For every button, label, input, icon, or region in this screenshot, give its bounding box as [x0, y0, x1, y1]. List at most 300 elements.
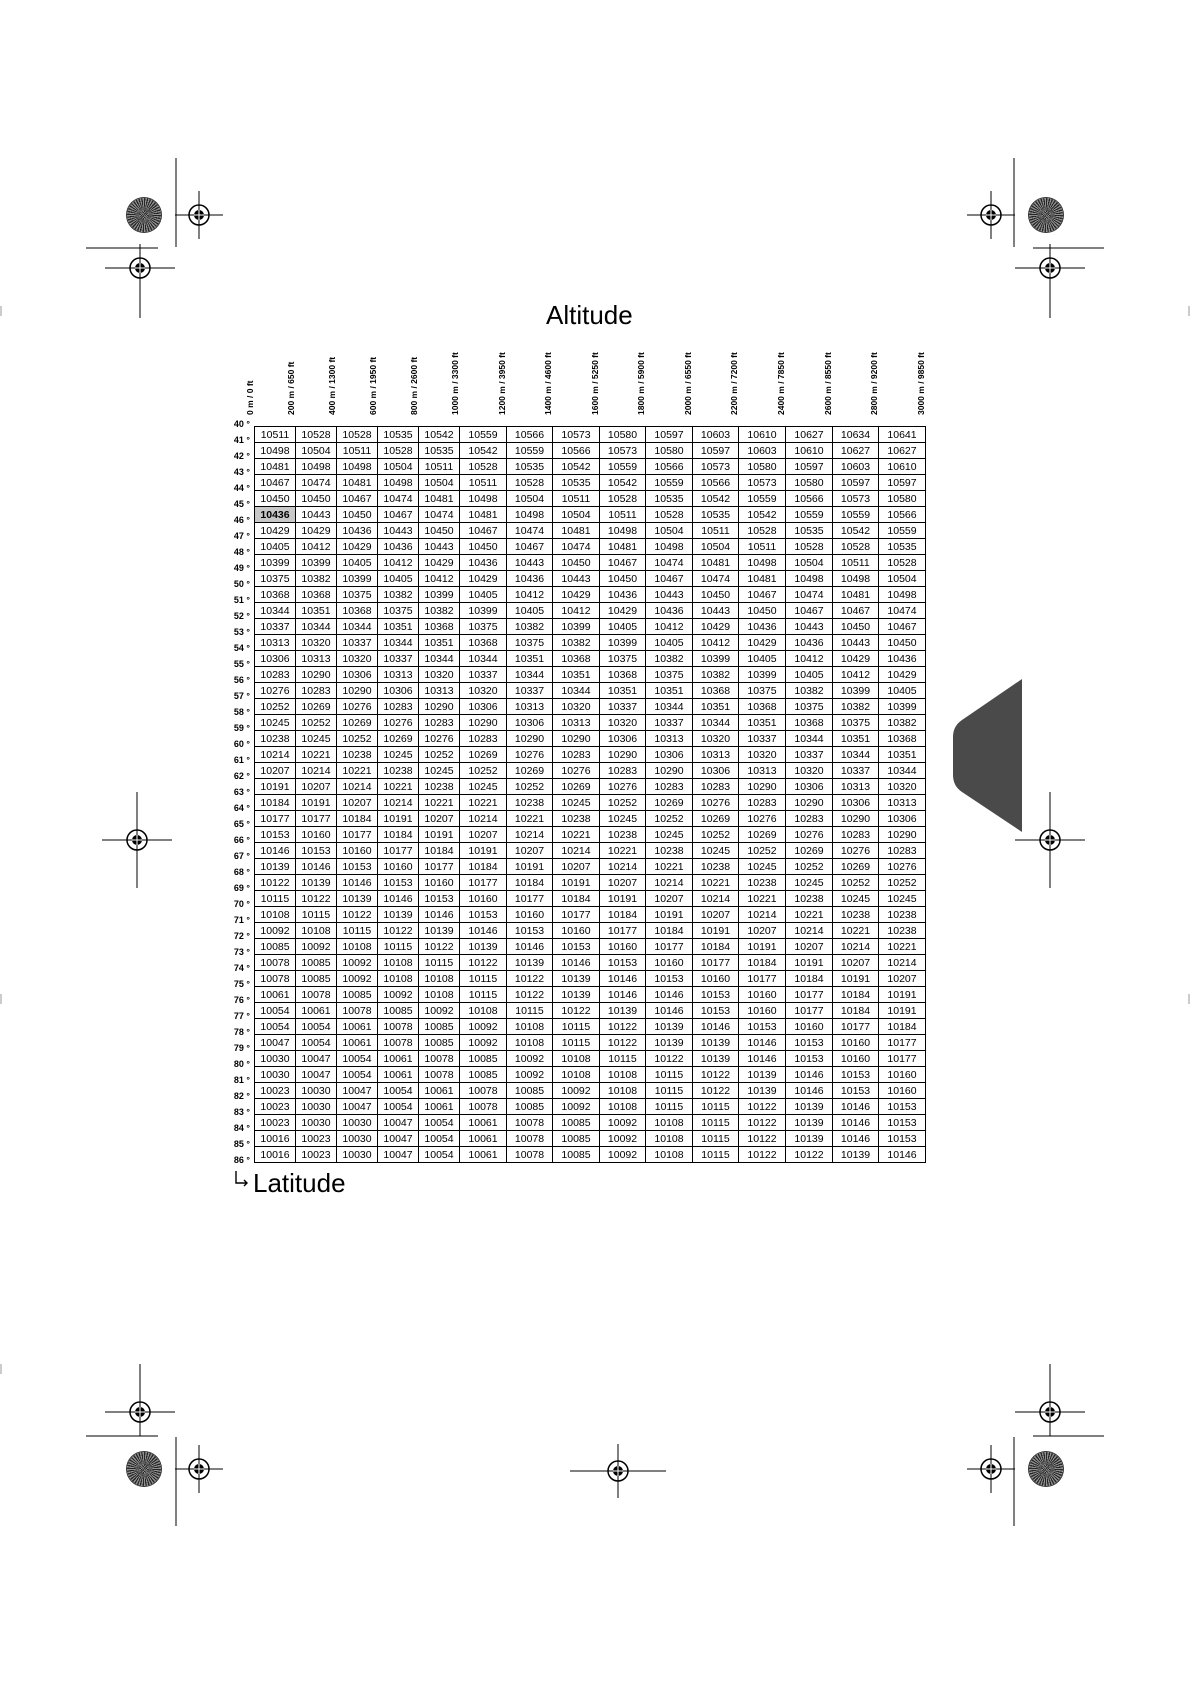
table-cell: 10207: [460, 827, 507, 843]
table-cell: 10504: [507, 491, 553, 507]
table-cell: 10252: [693, 827, 739, 843]
table-cell: 10320: [739, 747, 786, 763]
table-cell: 10290: [337, 683, 378, 699]
table-cell: 10528: [460, 459, 507, 475]
table-cell: 10108: [600, 1067, 646, 1083]
table-cell: 10122: [337, 907, 378, 923]
table-cell: 10078: [507, 1131, 553, 1147]
table-cell: 10269: [553, 779, 600, 795]
table-cell: 10382: [296, 571, 337, 587]
star-target-icon: [1029, 1452, 1063, 1486]
table-cell: 10450: [553, 555, 600, 571]
table-cell: 10061: [255, 987, 296, 1003]
table-cell: 10337: [507, 683, 553, 699]
latitude-label: 71 °: [233, 915, 250, 925]
table-cell: 10351: [378, 619, 419, 635]
table-cell: 10160: [507, 907, 553, 923]
latitude-label: 84 °: [233, 1123, 250, 1133]
table-cell: 10115: [419, 955, 460, 971]
table-cell: 10139: [337, 891, 378, 907]
table-cell: 10061: [419, 1099, 460, 1115]
table-cell: 10139: [419, 923, 460, 939]
table-cell: 10412: [378, 555, 419, 571]
table-cell: 10085: [296, 971, 337, 987]
table-row: [255, 811, 926, 827]
table-cell: 10566: [507, 427, 553, 443]
table-row: [255, 875, 926, 891]
table-cell: 10139: [553, 987, 600, 1003]
table-cell: 10115: [646, 1083, 693, 1099]
table-cell: 10245: [255, 715, 296, 731]
table-cell: 10429: [419, 555, 460, 571]
registration-mark-icon: [1015, 1364, 1085, 1436]
table-cell: 10207: [419, 811, 460, 827]
table-cell: 10191: [378, 811, 419, 827]
table-cell: 10344: [419, 651, 460, 667]
table-cell: 10276: [255, 683, 296, 699]
table-cell: 10290: [460, 715, 507, 731]
table-cell: 10252: [419, 747, 460, 763]
table-cell: 10078: [255, 955, 296, 971]
table-cell: 10429: [879, 667, 926, 683]
table-cell: 10214: [337, 779, 378, 795]
altitude-header: 2600 m / 8550 ft: [823, 352, 833, 415]
table-cell: 10306: [646, 747, 693, 763]
table-cell: 10115: [693, 1147, 739, 1163]
table-row: [255, 859, 926, 875]
table-cell: 10016: [255, 1131, 296, 1147]
table-cell: 10405: [255, 539, 296, 555]
table-cell: 10153: [600, 955, 646, 971]
table-cell: 10351: [600, 683, 646, 699]
table-row: [255, 635, 926, 651]
table-cell: 10481: [255, 459, 296, 475]
table-cell: 10474: [879, 603, 926, 619]
table-cell: 10573: [739, 475, 786, 491]
table-cell: 10146: [833, 1115, 879, 1131]
table-cell: 10252: [255, 699, 296, 715]
table-cell: 10115: [337, 923, 378, 939]
table-cell: 10375: [378, 603, 419, 619]
table-cell: 10580: [739, 459, 786, 475]
table-cell: 10559: [879, 523, 926, 539]
table-cell: 10559: [786, 507, 833, 523]
table-cell: 10498: [833, 571, 879, 587]
latitude-label: 42 °: [233, 451, 250, 461]
table-cell: 10528: [879, 555, 926, 571]
table-cell: 10153: [739, 1019, 786, 1035]
table-cell: 10160: [879, 1067, 926, 1083]
table-cell: 10160: [693, 971, 739, 987]
table-cell: 10153: [833, 1083, 879, 1099]
table-cell: 10481: [553, 523, 600, 539]
table-cell: 10092: [378, 987, 419, 1003]
table-row: [255, 1035, 926, 1051]
altitude-header: 0 m / 0 ft: [245, 380, 255, 415]
table-cell: 10139: [693, 1051, 739, 1067]
table-cell: 10580: [600, 427, 646, 443]
table-cell: 10108: [460, 1003, 507, 1019]
altitude-header: 400 m / 1300 ft: [327, 356, 337, 415]
table-cell: 10399: [460, 603, 507, 619]
table-cell: 10177: [460, 875, 507, 891]
table-cell: 10221: [337, 763, 378, 779]
table-cell: 10368: [600, 667, 646, 683]
table-cell: 10337: [378, 651, 419, 667]
table-cell: 10139: [833, 1147, 879, 1163]
table-cell: 10528: [507, 475, 553, 491]
table-cell: 10054: [337, 1067, 378, 1083]
table-row: [255, 571, 926, 587]
table-cell: 10382: [693, 667, 739, 683]
table-cell: 10191: [693, 923, 739, 939]
table-cell: 10238: [507, 795, 553, 811]
table-cell: 10115: [553, 1035, 600, 1051]
table-cell: 10092: [600, 1131, 646, 1147]
table-cell: 10535: [646, 491, 693, 507]
table-cell: 10498: [739, 555, 786, 571]
table-cell: 10115: [507, 1003, 553, 1019]
table-cell: 10047: [337, 1083, 378, 1099]
table-row: [255, 795, 926, 811]
table-row: [255, 1083, 926, 1099]
table-cell: 10399: [600, 635, 646, 651]
table-cell: 10429: [739, 635, 786, 651]
table-cell: 10115: [646, 1099, 693, 1115]
table-cell: 10160: [646, 955, 693, 971]
table-cell: 10115: [693, 1115, 739, 1131]
table-cell: 10153: [255, 827, 296, 843]
table-cell: 10146: [337, 875, 378, 891]
table-cell: 10207: [833, 955, 879, 971]
table-row: [255, 555, 926, 571]
table-cell: 10597: [786, 459, 833, 475]
table-cell: 10047: [255, 1035, 296, 1051]
table-row: [255, 587, 926, 603]
table-cell: 10191: [833, 971, 879, 987]
table-cell: 10085: [460, 1067, 507, 1083]
table-cell: 10559: [507, 443, 553, 459]
table-cell: 10252: [600, 795, 646, 811]
table-cell: 10443: [296, 507, 337, 523]
table-cell: 10467: [879, 619, 926, 635]
table-cell: 10191: [460, 843, 507, 859]
table-cell: 10467: [460, 523, 507, 539]
table-cell: 10283: [255, 667, 296, 683]
table-cell: 10184: [378, 827, 419, 843]
table-cell: 10344: [693, 715, 739, 731]
table-cell: 10450: [600, 571, 646, 587]
table-cell: 10269: [337, 715, 378, 731]
table-cell: 10085: [378, 1003, 419, 1019]
table-cell: 10498: [460, 491, 507, 507]
table-cell: 10122: [600, 1019, 646, 1035]
table-cell: 10399: [337, 571, 378, 587]
table-cell: 10108: [553, 1067, 600, 1083]
table-cell: 10351: [646, 683, 693, 699]
table-cell: 10290: [786, 795, 833, 811]
registration-mark-icon: [175, 191, 223, 239]
table-cell: 10061: [460, 1115, 507, 1131]
table-cell: 10276: [378, 715, 419, 731]
table-cell: 10467: [646, 571, 693, 587]
table-cell: 10559: [739, 491, 786, 507]
table-cell: 10047: [337, 1099, 378, 1115]
table-cell: 10467: [507, 539, 553, 555]
table-cell: 10375: [646, 667, 693, 683]
table-cell: 10511: [739, 539, 786, 555]
table-cell: 10191: [553, 875, 600, 891]
table-cell: 10061: [378, 1051, 419, 1067]
latitude-label: 52 °: [233, 611, 250, 621]
table-cell: 10276: [553, 763, 600, 779]
table-cell: 10450: [460, 539, 507, 555]
altitude-header: 600 m / 1950 ft: [368, 356, 378, 415]
table-cell: 10290: [553, 731, 600, 747]
table-cell: 10597: [879, 475, 926, 491]
table-cell: 10061: [337, 1019, 378, 1035]
table-row: [255, 779, 926, 795]
table-cell: 10153: [879, 1115, 926, 1131]
table-cell: 10603: [693, 427, 739, 443]
table-cell: 10146: [693, 1019, 739, 1035]
table-cell: 10108: [337, 939, 378, 955]
table-cell: 10023: [255, 1083, 296, 1099]
table-cell: 10054: [419, 1147, 460, 1163]
table-cell: 10610: [786, 443, 833, 459]
table-cell: 10108: [378, 971, 419, 987]
table-cell: 10092: [296, 939, 337, 955]
table-cell: 10306: [879, 811, 926, 827]
table-cell: 10085: [507, 1083, 553, 1099]
table-row: [255, 683, 926, 699]
table-row: [255, 1003, 926, 1019]
table-cell: 10283: [739, 795, 786, 811]
table-cell: 10214: [460, 811, 507, 827]
table-cell: 10474: [553, 539, 600, 555]
table-cell: 10221: [553, 827, 600, 843]
table-cell: 10078: [378, 1019, 419, 1035]
table-row: [255, 987, 926, 1003]
table-cell: 10498: [879, 587, 926, 603]
table-cell: 10399: [419, 587, 460, 603]
table-cell: 10573: [600, 443, 646, 459]
table-cell: 10207: [600, 875, 646, 891]
table-cell: 10177: [255, 811, 296, 827]
table-cell: 10030: [337, 1131, 378, 1147]
table-cell: 10276: [337, 699, 378, 715]
altitude-header: 1200 m / 3950 ft: [497, 352, 507, 415]
table-cell: 10283: [378, 699, 419, 715]
table-cell: 10481: [419, 491, 460, 507]
star-target-icon: [127, 198, 161, 232]
table-cell: 10344: [378, 635, 419, 651]
table-cell: 10023: [255, 1099, 296, 1115]
latitude-label: 59 °: [233, 723, 250, 733]
table-cell: 10429: [553, 587, 600, 603]
table-cell: 10153: [879, 1099, 926, 1115]
table-cell: 10153: [786, 1035, 833, 1051]
table-row: [255, 603, 926, 619]
table-cell: 10245: [786, 875, 833, 891]
table-cell: 10184: [693, 939, 739, 955]
section-tab: [953, 679, 1022, 832]
table-cell: 10351: [419, 635, 460, 651]
table-cell: 10368: [255, 587, 296, 603]
table-cell: 10320: [600, 715, 646, 731]
table-cell: 10436: [337, 523, 378, 539]
table-cell: 10122: [693, 1083, 739, 1099]
table-cell: 10375: [337, 587, 378, 603]
table-cell: 10108: [507, 1019, 553, 1035]
latitude-label: 66 °: [233, 835, 250, 845]
table-cell: 10221: [833, 923, 879, 939]
table-cell: 10221: [879, 939, 926, 955]
table-cell: 10160: [553, 923, 600, 939]
table-cell: 10368: [460, 635, 507, 651]
table-cell: 10498: [255, 443, 296, 459]
corner-arrow-icon: [230, 1166, 252, 1190]
table-cell: 10306: [378, 683, 419, 699]
table-cell: 10443: [419, 539, 460, 555]
latitude-label: 51 °: [233, 595, 250, 605]
table-cell: 10467: [739, 587, 786, 603]
table-cell: 10344: [337, 619, 378, 635]
table-cell: 10375: [600, 651, 646, 667]
latitude-label: 57 °: [233, 691, 250, 701]
table-cell: 10412: [419, 571, 460, 587]
table-cell: 10528: [296, 427, 337, 443]
table-cell: 10269: [693, 811, 739, 827]
table-cell: 10030: [337, 1115, 378, 1131]
table-cell: 10382: [833, 699, 879, 715]
table-cell: 10139: [786, 1115, 833, 1131]
table-cell: 10122: [739, 1131, 786, 1147]
table-cell: 10153: [786, 1051, 833, 1067]
table-cell: 10559: [460, 427, 507, 443]
table-cell: 10160: [833, 1051, 879, 1067]
table-cell: 10115: [378, 939, 419, 955]
table-cell: 10511: [460, 475, 507, 491]
table-cell: 10382: [553, 635, 600, 651]
table-cell: 10177: [739, 971, 786, 987]
table-cell: 10306: [600, 731, 646, 747]
table-cell: 10214: [786, 923, 833, 939]
table-cell: 10139: [646, 1019, 693, 1035]
table-cell: 10207: [296, 779, 337, 795]
table-cell: 10511: [255, 427, 296, 443]
table-cell: 10528: [337, 427, 378, 443]
corner-arrow-path: [236, 1171, 247, 1186]
table-cell: 10283: [296, 683, 337, 699]
latitude-label: 74 °: [233, 963, 250, 973]
table-cell: 10283: [600, 763, 646, 779]
altitude-header: 2800 m / 9200 ft: [869, 352, 879, 415]
table-cell: 10153: [879, 1131, 926, 1147]
table-cell: 10382: [646, 651, 693, 667]
table-cell: 10221: [600, 843, 646, 859]
latitude-label: 69 °: [233, 883, 250, 893]
table-cell: 10092: [600, 1115, 646, 1131]
table-cell: 10153: [693, 1003, 739, 1019]
table-cell: 10320: [296, 635, 337, 651]
table-cell: 10542: [833, 523, 879, 539]
table-cell: 10221: [296, 747, 337, 763]
table-cell: 10603: [739, 443, 786, 459]
table-cell: 10375: [507, 635, 553, 651]
table-cell: 10528: [739, 523, 786, 539]
table-cell: 10405: [879, 683, 926, 699]
table-cell: 10573: [693, 459, 739, 475]
table-cell: 10115: [553, 1019, 600, 1035]
table-cell: 10412: [507, 587, 553, 603]
latitude-label: 75 °: [233, 979, 250, 989]
table-row: [255, 459, 926, 475]
table-cell: 10306: [337, 667, 378, 683]
table-cell: 10269: [296, 699, 337, 715]
table-cell: 10306: [833, 795, 879, 811]
table-body: [255, 427, 926, 1163]
table-cell: 10276: [419, 731, 460, 747]
table-cell: 10337: [833, 763, 879, 779]
table-cell: 10511: [693, 523, 739, 539]
table-cell: 10054: [337, 1051, 378, 1067]
table-cell: 10276: [507, 747, 553, 763]
table-cell: 10498: [600, 523, 646, 539]
table-cell: 10078: [507, 1147, 553, 1163]
table-cell: 10047: [378, 1131, 419, 1147]
latitude-label: 62 °: [233, 771, 250, 781]
table-cell-highlighted: 10436: [255, 507, 296, 523]
table-cell: 10337: [739, 731, 786, 747]
table-cell: 10498: [378, 475, 419, 491]
table-cell: 10177: [879, 1035, 926, 1051]
table-row: [255, 507, 926, 523]
table-cell: 10436: [786, 635, 833, 651]
table-row: [255, 907, 926, 923]
table-cell: 10566: [553, 443, 600, 459]
table-cell: 10252: [337, 731, 378, 747]
table-cell: 10085: [553, 1131, 600, 1147]
altitude-header: 3000 m / 9850 ft: [916, 352, 926, 415]
registration-mark-icon: [105, 244, 175, 318]
table-cell: 10337: [600, 699, 646, 715]
table-cell: 10122: [739, 1115, 786, 1131]
table-cell: 10283: [646, 779, 693, 795]
table-row: [255, 667, 926, 683]
table-cell: 10290: [419, 699, 460, 715]
table-cell: 10078: [337, 1003, 378, 1019]
table-row: [255, 843, 926, 859]
table-cell: 10047: [378, 1147, 419, 1163]
table-cell: 10511: [833, 555, 879, 571]
table-cell: 10535: [879, 539, 926, 555]
table-row: [255, 763, 926, 779]
table-cell: 10313: [879, 795, 926, 811]
table-cell: 10306: [786, 779, 833, 795]
table-cell: 10214: [739, 907, 786, 923]
table-cell: 10207: [646, 891, 693, 907]
registration-mark-icon: [570, 1444, 666, 1498]
altitude-header: 1000 m / 3300 ft: [450, 352, 460, 415]
table-cell: 10191: [879, 987, 926, 1003]
table-cell: 10221: [739, 891, 786, 907]
table-cell: 10108: [296, 923, 337, 939]
latitude-label: 45 °: [233, 499, 250, 509]
table-cell: 10122: [739, 1099, 786, 1115]
latitude-label: 77 °: [233, 1011, 250, 1021]
table-cell: 10191: [296, 795, 337, 811]
